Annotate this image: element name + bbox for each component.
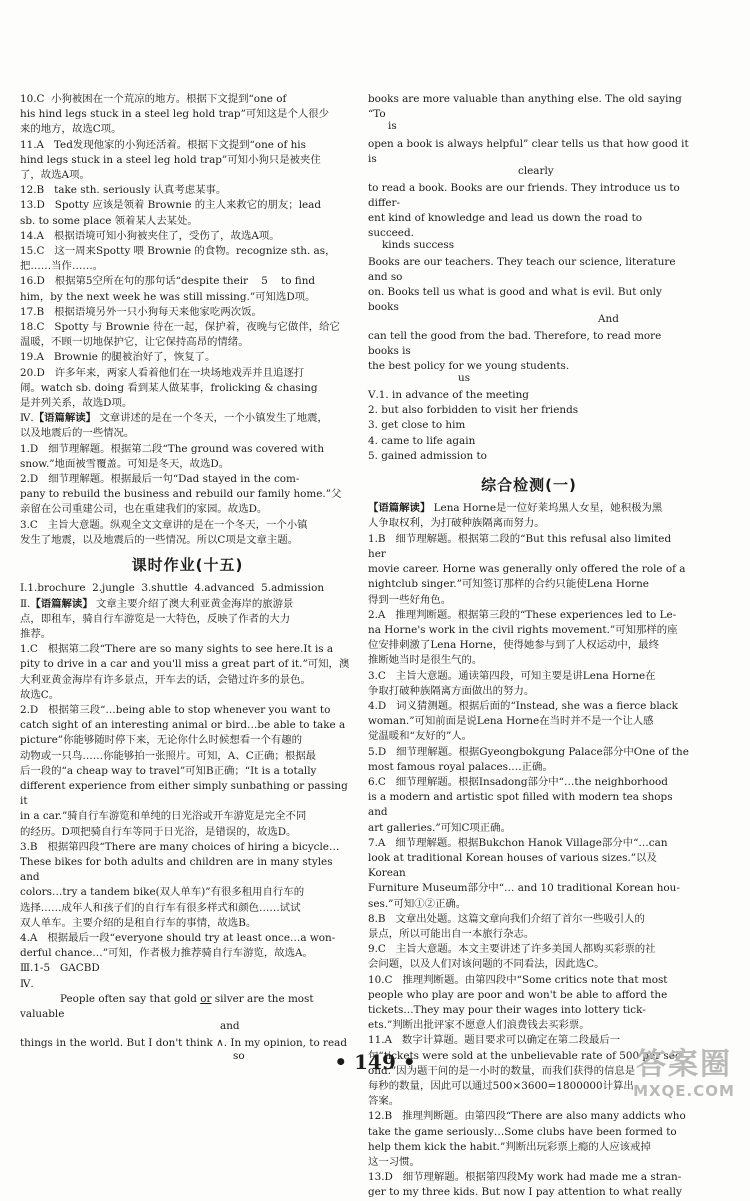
answer-line: 大利亚黄金海岸有许多景点，开车去的话，会错过许多的景色。 xyxy=(20,673,311,686)
section-heading-label: 【语篇解读】 xyxy=(33,412,97,425)
answer-line: help them kick the habit.”判断出玩彩票上瘾的人应该戒掉 xyxy=(368,1140,651,1153)
answer-line: 11.A 数字计算题。题目要求可以确定在第二段最后一 xyxy=(368,1034,621,1047)
answer-line: 景点，所以可能出自一本旅行杂志。 xyxy=(368,927,535,940)
answer-line: art galleries.”可知C项正确。 xyxy=(368,821,511,834)
answer-line: 11.A Ted发现他家的小狗还活着。根据下文提到“one of his xyxy=(20,138,306,151)
answer-line: derful chance…”可知，作者极力推荐骑自行车游览，故选A。 xyxy=(20,947,313,960)
answer-line: 人争取权利，为打破种族隔离而努力。 xyxy=(368,517,545,530)
answer-line: Furniture Museum部分中“… and 10 traditional Korean hou- xyxy=(368,882,680,895)
answer-line: 4.A 根据最后一段“everyone should try at least once…a won- xyxy=(20,931,336,944)
correction-line xyxy=(20,992,355,1022)
answer-line: 是并列关系，故选D项。 xyxy=(20,397,133,410)
answer-line: in a car.”骑自行车游览和单纯的日光浴或开车游览是完全不同 xyxy=(20,810,307,823)
correction-line: ent kind of knowledge and lead us down the road to succeed. xyxy=(368,211,643,239)
answer-line: 2.A 推理判断题。根据第三段的“These experiences led to Le- xyxy=(368,608,677,621)
answer-line: 4.D 词义猜测题。根据后面的“Instead, she was a fierce black xyxy=(368,699,678,712)
answer-line: 19.A Brownie 的腿被治好了，恢复了。 xyxy=(20,351,216,364)
correction-fix: is xyxy=(388,120,397,133)
answer-line: ets.”判断出批评家不愿意人们浪费钱去买彩票。 xyxy=(368,1019,590,1032)
answer-line: 动物或一只鸟……你能够拍一张照片。可知，A、C正确；根据最 xyxy=(20,749,316,762)
answer-line: ger to my three kids. But now I pay attention to what really xyxy=(368,1186,682,1199)
answer-line: 17.B 根据语境另外一只小狗每天来他家吃两次饭。 xyxy=(20,305,262,318)
correction-text: silver are the most valuable xyxy=(20,992,314,1020)
answer-line: na Horne's work in the civil rights movement.”可知那样的座 xyxy=(368,623,678,636)
answer-line: 了，故选A项。 xyxy=(20,169,90,182)
answer-line: 12.B take sth. seriously 认真考虑某事。 xyxy=(20,184,227,197)
answer-line: ond.”因为题干问的是一小时的数量，而我们获得的信息是 xyxy=(368,1064,636,1077)
answer-line: 句“tickets were sold at the unbelievable rate of 500 per sec- xyxy=(368,1049,685,1062)
answer-line: 16.D 根据第5空所在句的那句话“despite their 5 to find xyxy=(20,275,316,288)
answer-line: 3. get close to him xyxy=(368,419,466,432)
answer-line: Ⅱ.【语篇解读】 文章主要介绍了澳大利亚黄金海岸的旅游景 xyxy=(20,597,294,610)
answer-line: colors…try a tandem bike(双人单车)”有很多租用自行车的 xyxy=(20,886,305,899)
answer-line: look at traditional Korean houses of various sizes.”以及Korean xyxy=(368,851,657,880)
answer-line: woman.”可知前面是说Lena Horne在当时并不是一个让人感 xyxy=(368,715,654,728)
answer-line: 位安排刺激了Lena Horne，使得她参与到了人权运动中，最终 xyxy=(368,639,659,652)
answer-line: picture”你能够随时停下来，无论你什么时候想看一个有趣的 xyxy=(20,734,303,747)
answer-line: 13.D 细节理解题。根据第四段My work had made me a stran- xyxy=(368,1171,682,1184)
answer-line: 2.D 细节理解题。根据最后一句“Dad stayed in the com- xyxy=(20,473,300,486)
answer-line: different experience from either simply sunbathing or passing it xyxy=(20,779,352,808)
answer-line: 发生了地震，以及地震后的一些情况。所以C项是文章主题。 xyxy=(20,533,299,546)
answer-line: 把……当作……。 xyxy=(20,260,104,273)
answer-line: hind legs stuck in a steel leg hold trap”可知小狗只是被夹住 xyxy=(20,153,321,166)
answer-line: These bikes for both adults and children are in many styles and xyxy=(20,855,336,884)
answer-line: 【语篇解读】 Lena Horne是一位好莱坞黑人女星，她积极为黑 xyxy=(368,502,663,515)
answer-line: sb. to some place 领着某人去某处。 xyxy=(20,214,198,227)
answer-line: catch sight of an interesting animal or bird…be able to take a xyxy=(20,719,346,732)
correction-line: open a book is always helpful” clear tells us that how good it is xyxy=(368,137,689,165)
answer-line: 14.A 根据语境可知小狗被夹住了，受伤了，故选A项。 xyxy=(20,229,280,242)
section-title-comprehensive-test-1: 综合检测(一) xyxy=(481,476,577,495)
answer-line: 5. gained admission to xyxy=(368,449,487,462)
correction-line: books are more valuable than anything else. The old saying “To xyxy=(368,93,682,121)
answer-line: 温暖，不顾一切地保护它，让它保持高昂的情绪。 xyxy=(20,336,249,349)
correction-fix: And xyxy=(598,313,619,326)
answer-line: 1.C 根据第二段“There are so many sights to see here.It is a xyxy=(20,643,334,656)
answer-line: his hind legs stuck in a steel leg hold trap”可知这是个人很少 xyxy=(20,108,330,121)
answer-line: 3.C 主旨大意题。纵观全文文章讲的是在一个冬天，一个小镇 xyxy=(20,518,308,531)
correction-fix: kinds success xyxy=(382,239,455,252)
answer-line: 20.D 许多年来，两家人看着他们在一块场地戏弄并且追逐打 xyxy=(20,366,305,379)
correction-line: can tell the good from the bad. Therefore, to read more books is xyxy=(368,330,662,358)
error-correction-continued xyxy=(368,92,690,386)
answer-line: Ⅰ.1.brochure 2.jungle 3.shuttle 4.advanced 5.admission xyxy=(20,582,325,595)
answer-line: pity to drive in a car and you'll miss a great part of it.”可知，澳 xyxy=(20,658,350,671)
answer-line: pany to rebuild the business and rebuild our family home.”父 xyxy=(20,488,342,501)
answer-line: 觉温暖和“友好的”人。 xyxy=(368,730,473,743)
answer-line: 故选C。 xyxy=(20,688,60,701)
answer-line: 推荐。 xyxy=(20,627,52,640)
corrected-word: or xyxy=(200,992,212,1005)
answer-line: 12.B 推理判断题。由第四段“There are also many addicts who xyxy=(368,1110,686,1123)
answer-line: Ⅴ.1. in advance of the meeting xyxy=(368,389,529,402)
correction-line: the best policy for we young students. xyxy=(368,359,570,372)
answer-line: 这一习惯。 xyxy=(368,1156,420,1169)
section-heading-label: 【语篇解读】 xyxy=(30,597,93,610)
answer-line: take the game seriously…Some clubs have been formed to xyxy=(368,1125,677,1138)
answer-line: snow.”地面被雪覆盖。可知是冬天，故选D。 xyxy=(20,457,230,470)
answer-line: 5.D 细节理解题。根据Gyeongbokgung Palace部分中One of the xyxy=(368,745,689,758)
correction-line: Books are our teachers. They teach our science, literature and so xyxy=(368,256,676,284)
answer-line: 1.D 细节理解题。根据第二段“The ground was covered with xyxy=(20,442,325,455)
answer-line: Ⅳ. xyxy=(20,977,34,990)
answer-line: 7.A 细节理解题。根据Bukchon Hanok Village部分中“…can xyxy=(368,836,668,849)
answer-line: 4. came to life again xyxy=(368,434,476,447)
watermark-url: MXQE.COM xyxy=(633,1082,735,1100)
correction-fix: so xyxy=(233,1049,245,1062)
watermark-logo-text: 答案圈 xyxy=(636,1047,732,1082)
answer-line: tickets…They may pour their wages into lottery tick- xyxy=(368,1003,646,1016)
answer-line: 2.D 根据第三段“…being able to stop whenever you want to xyxy=(20,703,331,716)
correction-fix: and xyxy=(220,1020,240,1033)
answer-line: 会问题，以及人们对该问题的不同看法，因此选C。 xyxy=(368,958,605,971)
answer-block-homework-15 xyxy=(20,581,355,991)
section-title-homework-15: 课时作业(十五) xyxy=(131,556,244,575)
answer-line: 亲留在公司重建公司，也在重建我们的家园。故选D。 xyxy=(20,503,268,516)
answer-line: is a modern and artistic spot filled with modern tea shops and xyxy=(368,791,676,819)
answer-line: 13.D Spotty 应该是领着 Brownie 的主人来救它的朋友；lead xyxy=(20,199,322,212)
answer-line: 双人单车。主要介绍的是租自行车的事情，故选B。 xyxy=(20,916,257,929)
answer-line: 1.B 细节理解题。根据第二段的“But this refusal also limited her xyxy=(368,532,675,560)
answer-line: 闹。watch sb. doing 看到某人做某事，frolicking & chasing xyxy=(20,381,318,394)
answer-line: nightclub singer.”可知签订那样的合约只能使Lena Horne xyxy=(368,578,649,591)
correction-fix: clearly xyxy=(518,165,554,178)
answer-line: most famous royal palaces.…正确。 xyxy=(368,760,553,773)
answer-block-story xyxy=(20,92,355,548)
correction-fix: us xyxy=(458,371,471,384)
answer-line: people who play are poor and won't be able to afford the xyxy=(368,988,668,1001)
answer-line: 每秒的数量，因此可以通过500×3600=1800000计算出 xyxy=(368,1080,634,1092)
answer-line: movie career. Horne was generally only offered the role of a xyxy=(368,563,686,576)
answer-line: 6.C 细节理解题。根据Insadong部分中“…the neighborhood xyxy=(368,775,668,788)
answer-line: 的经历。D项把骑自行车等同于日光浴，是错误的，故选D。 xyxy=(20,825,297,838)
page-number: • 149 • xyxy=(334,1050,416,1074)
answer-line: 3.C 主旨大意题。通读第四段，可知主要是讲Lena Horne在 xyxy=(368,669,656,682)
answer-line: 15.C 这一周来Spotty 喂 Brownie 的食物。recognize sth. as， xyxy=(20,245,336,258)
answer-line: 3.B 根据第四段“There are many choices of hiring a bicycle… xyxy=(20,840,340,853)
right-column xyxy=(368,92,690,1201)
sentence-completion-answers xyxy=(368,388,690,464)
answer-line: Ⅲ.1-5 GACBD xyxy=(20,962,100,975)
answer-line: 9.C 主旨大意题。本文主要讲述了许多美国人都购买彩票的社 xyxy=(368,943,656,956)
answer-line: 得到一些好角色。 xyxy=(368,593,452,606)
answer-line: 10.C 推理判断题。由第四段中“Some critics note that most xyxy=(368,973,668,986)
answer-line: ses.”可知①②正确。 xyxy=(368,897,467,910)
correction-line: on. Books tell us what is good and what is evil. But only books xyxy=(368,285,662,313)
answer-line: 来的地方，故选C项。 xyxy=(20,123,122,136)
watermark-logo xyxy=(624,1048,744,1108)
answer-line: 点，即租车，骑自行车游览是一大特色，反映了作者的大力 xyxy=(20,612,291,625)
answer-line: 18.C Spotty 与 Brownie 待在一起，保护着，夜晚与它做伴，给它 xyxy=(20,321,340,334)
answer-line: 以及地震后的一些情况。 xyxy=(20,427,135,440)
correction-line: to read a book. Books are our friends. They introduce us to differ- xyxy=(368,182,680,210)
correction-text: People often say that gold xyxy=(60,992,201,1005)
answer-line: 2. but also forbidden to visit her friends xyxy=(368,404,579,417)
correction-line: things in the world. But I don't think ∧. In my opinion, to read xyxy=(20,1037,347,1050)
section-heading-label: 【语篇解读】 xyxy=(368,502,431,515)
answer-line: Ⅳ.【语篇解读】 文章讲述的是在一个冬天，一个小镇发生了地震， xyxy=(20,412,328,425)
answer-line: 答案。 xyxy=(368,1095,400,1108)
answer-line: 后一段的“a cheap way to travel”可知B正确；“It is a totally xyxy=(20,764,317,777)
answer-line: 10.C 小狗被困在一个荒凉的地方。根据下文提到“one of xyxy=(20,93,287,105)
answer-line: 选择……成年人和孩子们的自行车有很多样式和颜色……试试 xyxy=(20,901,301,914)
answer-line: 争取打破种族隔离方面做出的努力。 xyxy=(368,684,535,697)
answer-line: 8.B 文章出处题。这篇文章向我们介绍了首尔一些吸引人的 xyxy=(368,912,645,925)
answer-line: 推断她当时是很生气的。 xyxy=(368,654,483,667)
answer-line: him，by the next week he was still missing.”可知选D项。 xyxy=(20,290,316,303)
left-column xyxy=(20,92,355,1066)
